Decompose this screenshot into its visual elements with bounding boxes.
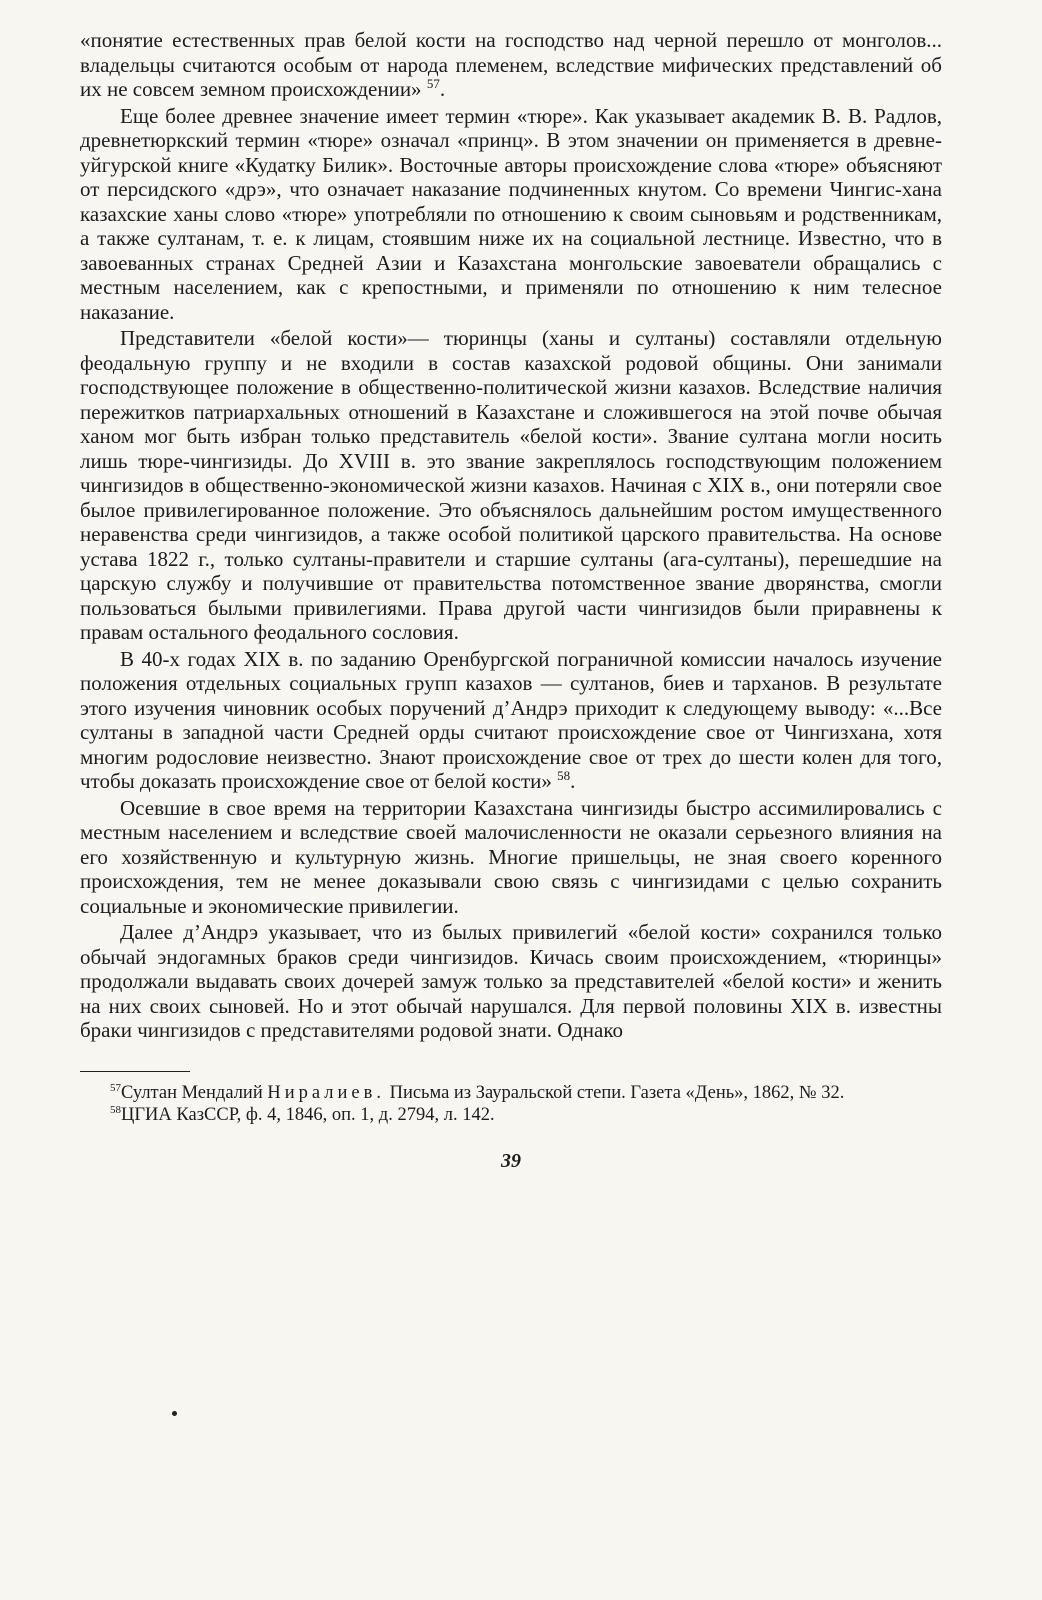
book-page bbox=[80, 28, 942, 1173]
paragraph-4: В 40-х годах XIX в. по заданию Оренбургской пограничной комиссии началось изучение положения отдельных социальных групп казахов — султанов, биев и тарханов. В результате этого изучения чиновник особых поручений д’Андрэ приходит к следующему выводу: «...Все султаны в западной части Средней орды считают происхождение свое от Чингизхана, хотя многим родословие неизвестно. Знают происхождение свое от трех до шести колен для того, чтобы доказать происхождение свое от белой кости» $^{58}$. bbox=[80, 646, 942, 793]
footnote-ref-58: 58 bbox=[557, 768, 571, 783]
footnote-57 bbox=[80, 1082, 942, 1104]
footnote-ref-57: 57 bbox=[426, 76, 440, 91]
footnote-58 bbox=[80, 1104, 942, 1126]
paragraph-6: Далее д’Андрэ указывает, что из былых привилегий «белой кости» сохранился только обычай эндогамных браков среди чингизидов. Кичась своим происхождением, «тюринцы» продолжали выдавать своих дочерей замуж только за представителей «белой кости» и женить на них своих сыновей. Но и этот обычай нарушался. Для первой половины XIX в. известны браки чингизидов с представителями родовой знати. Однако bbox=[80, 920, 942, 1042]
paragraph-1-text: «понятие естественных прав белой кости на господство над черной перешло от монголов... владельцы считаются особым от народа племенем, вследствие мифических представлений об их не совсем земном происхождении» bbox=[80, 28, 942, 101]
footnote-58-text: ЦГИА КазССР, ф. 4, 1846, оп. 1, д. 2794, л. 142. bbox=[121, 1104, 495, 1125]
paragraph-1: «понятие естественных прав белой кости на господство над черной перешло от монголов... владельцы считаются особым от народа племенем, вследствие мифических представлений об их не совсем земном происхождении» $^{57}$. bbox=[80, 28, 942, 101]
footnote-57-author-last: Ниралиев. bbox=[267, 1082, 385, 1103]
footnote-mark-58: 58 bbox=[110, 1103, 121, 1116]
page-number: 39 bbox=[501, 1149, 521, 1172]
footnote-divider bbox=[80, 1071, 190, 1072]
footnote-57-text: Письма из Зауральской степи. Газета «День», 1862, № 32. bbox=[384, 1082, 845, 1103]
paragraph-4-text: В 40-х годах XIX в. по заданию Оренбургской пограничной комиссии началось изучение положения отдельных социальных групп казахов — султанов, биев и тарханов. В результате этого изучения чиновник особых поручений д’Андрэ приходит к следующему выводу: «...Все султаны в западной части Средней орды считают происхождение свое от Чингизхана, хотя многим родословие неизвестно. Знают происхождение свое от трех до шести колен для того, чтобы доказать происхождение свое от белой кости» bbox=[80, 646, 942, 793]
paragraph-5: Осевшие в свое время на территории Казахстана чингизиды быстро ассимилировались с местным населением и вследствие своей малочисленности не оказали серьезного влияния на его хозяйственную и культурную жизнь. Многие пришельцы, не зная своего коренного происхождения, тем не менее доказывали свою связь с чингизидами с целью сохранить социальные и экономические привилегии. bbox=[80, 795, 942, 918]
print-speck bbox=[172, 1411, 177, 1416]
footnote-mark-57: 57 bbox=[110, 1081, 121, 1094]
footnote-57-author-first: Султан Мендалий bbox=[121, 1082, 263, 1103]
paragraph-3: Представители «белой кости»— тюринцы (ханы и султаны) составляли отдельную феодальную группу и не входили в состав казахской родовой общины. Они занимали господствующее положение в общественно-политической жизни казахов. Вследствие наличия пережитков патриархальных отношений в Казахстане и сложившегося на этой почве обычая ханом мог быть избран только представитель «белой кости». Звание султана могли носить лишь тюре-чингизиды. До XVIII в. это звание закреплялось господствующим положением чингизидов в общественно-экономической жизни казахов. Начиная с XIX в., они потеряли свое былое привилегированное положение. Это объяснялось дальнейшим ростом имущественного неравенства среди чингизидов, а также особой политикой царского правительства. На основе устава 1822 г., только султаны-правители и старшие султаны (ага-султаны), перешедшие на царскую службу и получившие от правительства потомственное звание дворянства, смогли пользоваться былыми привилегиями. Права другой части чингизидов были приравнены к правам остального феодального сословия. bbox=[80, 326, 942, 644]
paragraph-2: Еще более древнее значение имеет термин «тюре». Как указывает академик В. В. Радлов, древнетюркский термин «тюре» означал «принц». В этом значении он применяется в древне-уйгурской книге «Кудатку Билик». Восточные авторы происхождение слова «тюре» объясняют от персидского «дрэ», что означает наказание подчиненных кнутом. Со времени Чингис-хана казахские ханы слово «тюре» употребляли по отношению к своим сыновьям и родственникам, а также султанам, т. е. к лицам, стоявшим ниже их на социальной лестнице. Известно, что в завоеванных странах Средней Азии и Казахстана монгольские завоеватели обращались с местным населением, как с крепостными, и применяли по отношению к ним телесное наказание. bbox=[80, 103, 942, 324]
